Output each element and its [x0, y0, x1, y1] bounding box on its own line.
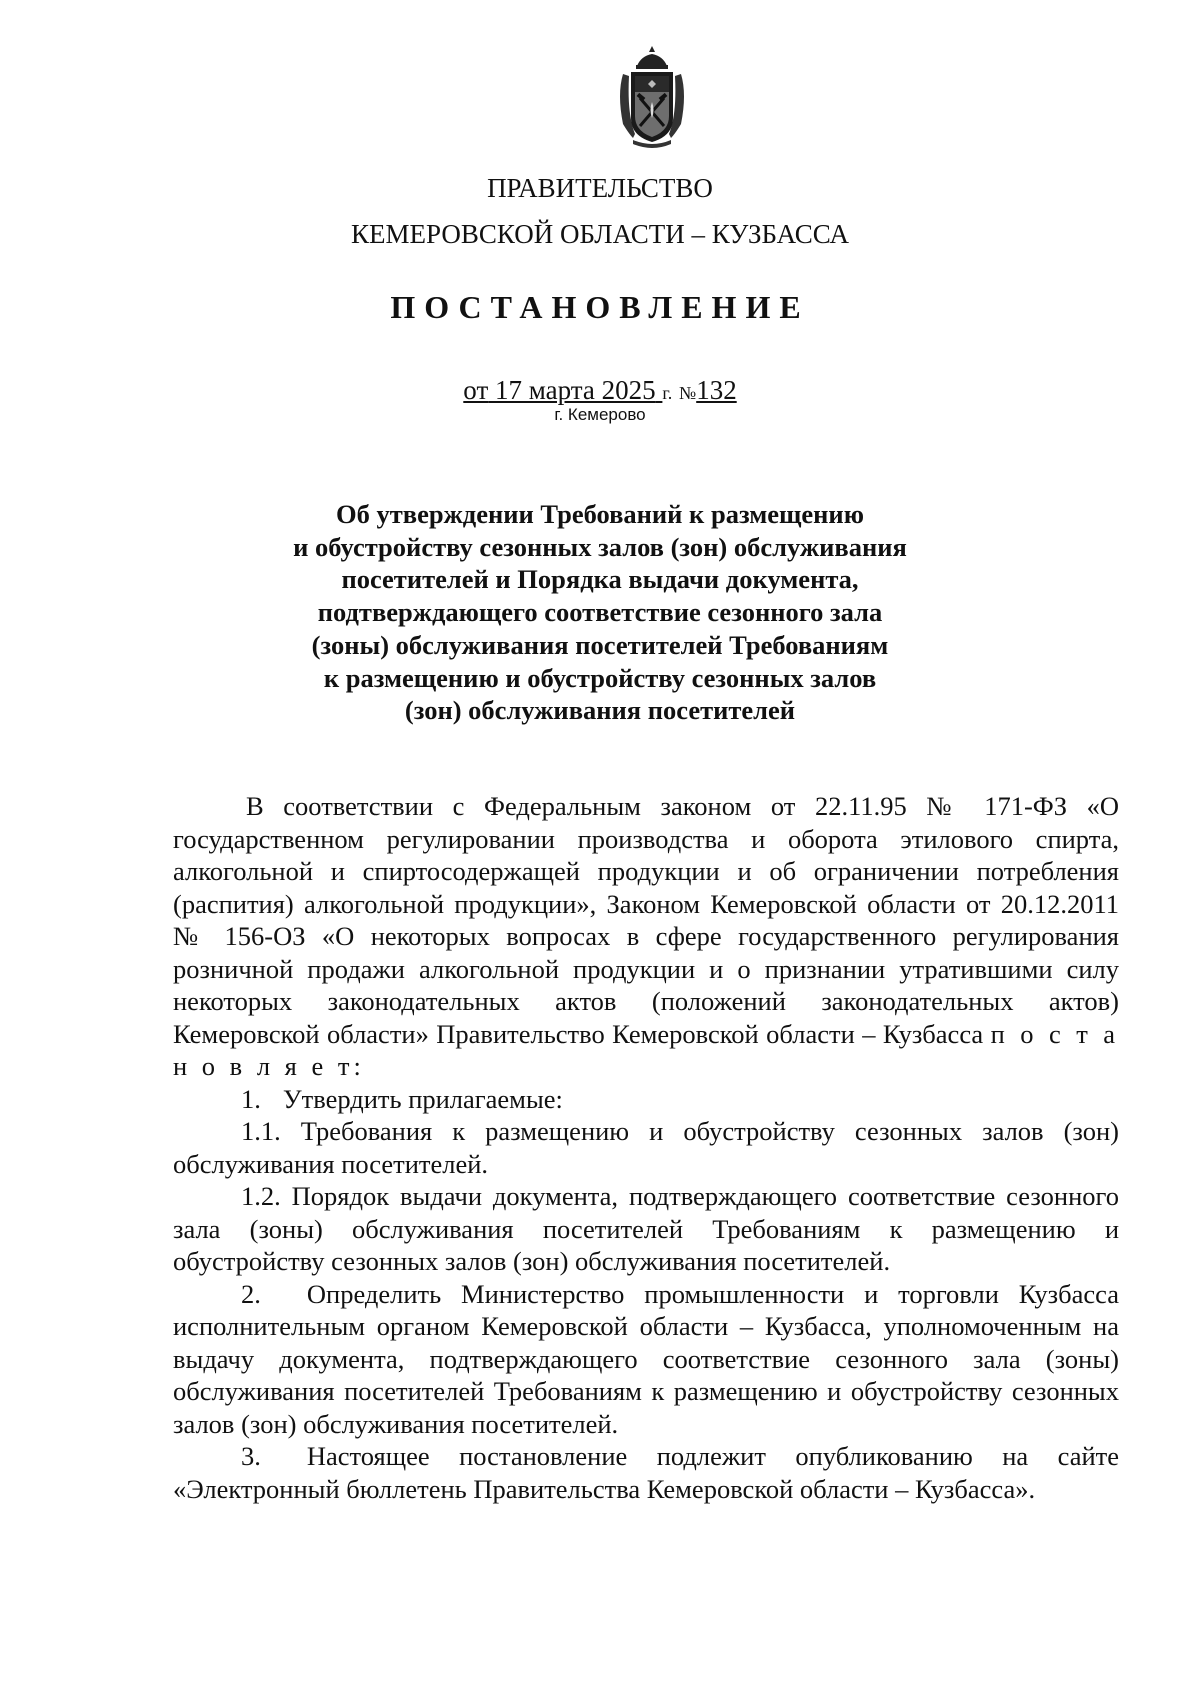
heading-line: (зоны) обслуживания посетителей Требованиям [311, 629, 889, 660]
item-2-number: 2. [241, 1278, 261, 1309]
preamble-paragraph [173, 790, 1119, 1083]
item-1-text: Утвердить прилагаемые: [282, 1083, 563, 1114]
preamble-text: В соответствии с Федеральным законом от 22.11.95 № 171-ФЗ «О государственном регулировании производства и оборота этилового спирта, алкогольной и спиртосодержащей продукции и об ограничении потребления (распития) алкогольной продукции», Законом Кемеровской области от 20.12.2011 № 156-ОЗ «О некоторых вопросах в сфере государственного регулирования розничной продажи алкогольной продукции и о признании утратившими силу некоторых законодательных актов (положений законодательных актов) Кемеровской области» Правительство Кемеровской области – Кузбасса [173, 791, 1119, 1049]
item-1-1: 1.1. Требования к размещению и обустройству сезонных залов (зон) обслуживания посетителей. [173, 1116, 1119, 1179]
heading-line: Об утверждении Требований к размещению [336, 499, 864, 529]
heading-line: (зон) обслуживания посетителей [404, 695, 796, 726]
document-body [173, 790, 1119, 1505]
item-1 [173, 1083, 1119, 1116]
government-title-line2: КЕМЕРОВСКОЙ ОБЛАСТИ – КУЗБАССА [351, 219, 849, 249]
item-1-number: 1. [241, 1083, 261, 1114]
item-2 [173, 1278, 1119, 1441]
document-heading [160, 498, 1040, 727]
heading-line: к размещению и обустройству сезонных залов [323, 662, 877, 693]
item-2-text: Определить Министерство промышленности и торговли Кузбасса исполнительным органом Кемеровской области – Кузбасса, уполномоченным на выдачу документа, подтверждающего соответствие сезонного зала (зоны) обслуживания посетителей Требованиям к размещению и обустройству сезонных залов (зон) обслуживания посетителей. [173, 1278, 1119, 1439]
decree-word: п о с т а н о в л я е т: [173, 1018, 1120, 1081]
government-title-line1: ПРАВИТЕЛЬСТВО [487, 173, 713, 203]
item-3-number: 3. [241, 1441, 261, 1471]
heading-line: подтверждающего соответствие сезонного зала [317, 597, 883, 628]
date-number-line [0, 377, 1200, 404]
number-sign: № [679, 383, 697, 403]
item-3 [173, 1440, 1119, 1505]
heading-line: посетителей и Порядка выдачи документа, [341, 564, 859, 595]
item-1-2: 1.2. Порядок выдачи документа, подтверждающего соответствие сезонного зала (зоны) обслуживания посетителей Требованиям к размещению и обустройству сезонных залов (зон) обслуживания посетителей. [173, 1181, 1119, 1276]
document-number: 132 [696, 375, 737, 405]
document-type-title: ПОСТАНОВЛЕНИЕ [390, 289, 810, 325]
document-date: 17 марта 2025 [495, 375, 656, 405]
year-suffix: г. [662, 383, 673, 403]
heading-line: и обустройству сезонных залов (зон) обслуживания [293, 531, 907, 562]
item-3-text: Настоящее постановление подлежит опубликованию на сайте «Электронный бюллетень Правительства Кемеровской области – Кузбасса». [173, 1441, 1119, 1504]
city-label: г. Кемерово [554, 405, 646, 424]
coat-of-arms-icon [615, 44, 689, 150]
date-prefix: от [463, 375, 489, 405]
